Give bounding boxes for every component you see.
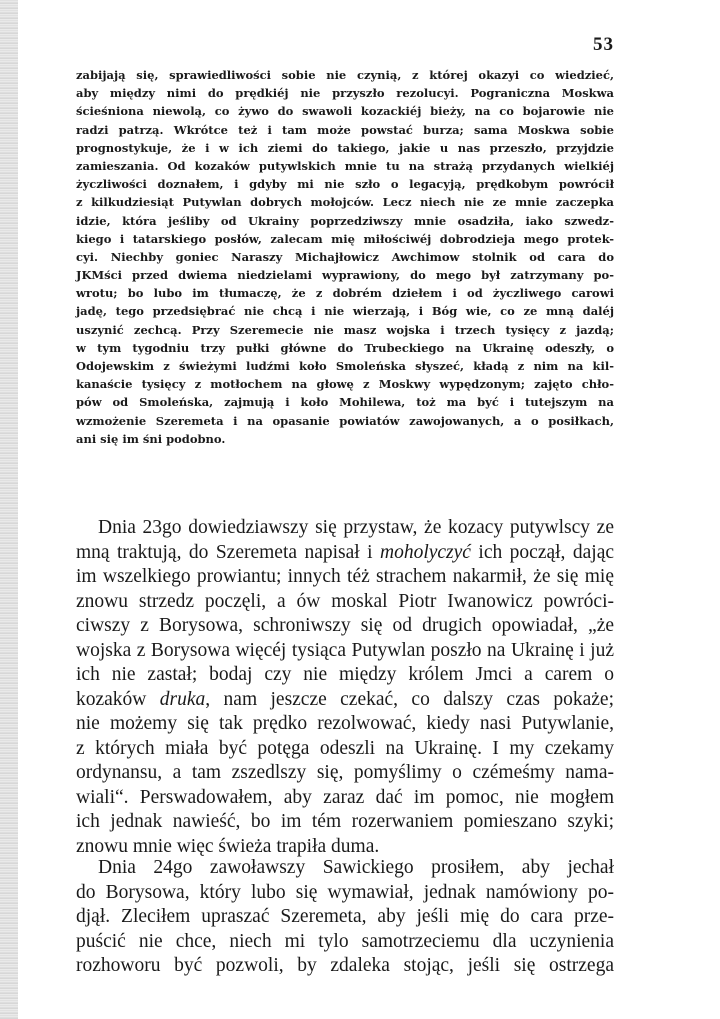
text-line: ścieśniona niewolą, co żywo do swawoli kozackiéj bieży, na co bojarowie nie [76,104,614,119]
text-line: ich jednak nawieść, bo im tém rozerwaniem pomieszano szyki; [76,811,614,832]
italic-word: moholyczyć [380,541,471,563]
text-line: wiali“. Perswadowałem, aby zaraz dać im pomoc, nie mogłem [76,786,614,808]
text-line: życzliwości doznałem, i gdyby mi nie szło o legacyją, prędkobym powrócił [76,177,614,192]
text-line: rozhoworu być pozwoli, by zdaleka stojąc, jeśli się ostrzega [76,955,614,976]
text-line: mną traktują, do Szeremeta napisał i moholyczyć ich począł, dając [76,541,614,563]
text-line: djął. Zleciłem upraszać Szeremeta, aby jeśli mię do cara prze- [76,906,614,927]
text-line: Odojewskim z świeżymi ludźmi koło Smoleńska słyszeć, kładą z nim na kil- [76,359,614,373]
text-line: JKMści przed dwiema niedzielami wyprawiony, do mego był zatrzymany po- [76,268,614,283]
paragraph-24 [76,856,614,979]
text-line: jadę, tego przedsiębrać nie chcą i nie wierzają, i Bóg wie, co ze mną daléj [76,304,614,319]
page-number: 53 [593,34,614,55]
text-line: uszynić zechcą. Przy Szeremecie nie masz wojska i trzech tysięcy z jazdą; [76,322,614,337]
text-line: idzie, która jeśliby od Ukrainy poprzedziwszy mnie osadziła, iako szwedz- [76,213,614,228]
text-line: wzmożenie Szeremeta i na opasanie powiatów zawojowanych, a o posiłkach, [76,413,614,428]
text-line: Dnia 23go dowiedziawszy się przystaw, że kozacy putywlscy ze [98,517,614,538]
text-line: kanaście tysięcy z motłochem na głowę z Moskwy wypędzonym; zajęto chło- [76,377,614,392]
text-line: zabijają się, sprawiedliwości sobie nie czynią, z której okazyi co wiedzieć, [76,68,614,82]
small-print-block [76,66,614,448]
text-line: Dnia 24go zawoławszy Sawickiego prosiłem, aby jechał [98,857,614,878]
text-line: do Borysowa, który lubo się wymawiał, jednak namówiony po- [76,881,614,903]
text-line: ciwszy z Borysowa, schroniwszy się od drugich opowiadał, „że [76,615,614,636]
text-line: wojska z Borysowa więcéj tysiąca Putywlan poszło na Ukrainę i już [76,639,614,661]
text-line: aby między nimi do prędkiéj nie przyszło rezolucyi. Pograniczna Moskwa [76,86,614,101]
text-line: ani się im śni podobno. [76,431,226,446]
text-line: znowu mnie więc świeża trapiła duma. [76,835,380,857]
text-line: z kilkudziesiąt Putywlan dobrych mołojców. Lecz niech nie ze mnie zaczepka [76,195,614,210]
text-line: im wszelkiego prowiantu; innych téż strachem nakarmił, że się mię [76,566,614,587]
text-line: radzi patrzą. Wkrótce też i tam może powstać burza; sama Moskwa sobie [76,122,614,137]
text-line: prognostykuje, że i w ich ziemi do takiego, jakie u nas przeszło, przyjdzie [76,140,614,155]
text-line: zamieszania. Od kozaków putywlskich mnie tu na strażą przydanych wielkiéj [76,158,614,173]
text-line: pów od Smoleńska, zajmują i koło Mohilewa, toż ma być i tutejszym na [76,395,614,410]
paragraph-23 [76,516,614,859]
italic-word: druka [159,688,206,710]
binding-edge [0,0,18,1019]
text-line: znowu strzedz poczęli, a ów moskal Piotr Iwanowicz powróci- [76,590,614,612]
text-line: ordynansu, a tam zszedlszy się, pomyślimy o czémeśmy nama- [76,762,614,783]
text-line: wrotu; bo lubo im tłumaczę, że z dobrém dziełem i od życzliwego carowi [76,286,614,301]
text-line: z których miała być potęga odeszli na Ukrainę. I my czekamy [76,737,614,759]
text-line: ich nie zastał; bodaj czy nie między królem Jmci a carem o [76,664,614,685]
text-line: w tym tygodniu trzy pułki główne do Trubeckiego na Ukrainę odeszły, o [76,340,614,355]
text-line: cyi. Niechby goniec Naraszy Michajłowicz Awchimow stolnik od cara do [76,249,614,264]
text-line: puścić nie chce, niech mi tylo samotrzeciemu dla uczynienia [76,930,614,952]
text-line: kiego i tatarskiego posłów, zalecam mię miłościwéj dobrodzieja mego protek- [76,231,614,246]
text-line: kozaków druka, nam jeszcze czekać, co dalszy czas pokaże; [76,688,614,710]
text-line: nie możemy się tak prędko rezolwować, kiedy nasi Putywlanie, [76,713,614,734]
